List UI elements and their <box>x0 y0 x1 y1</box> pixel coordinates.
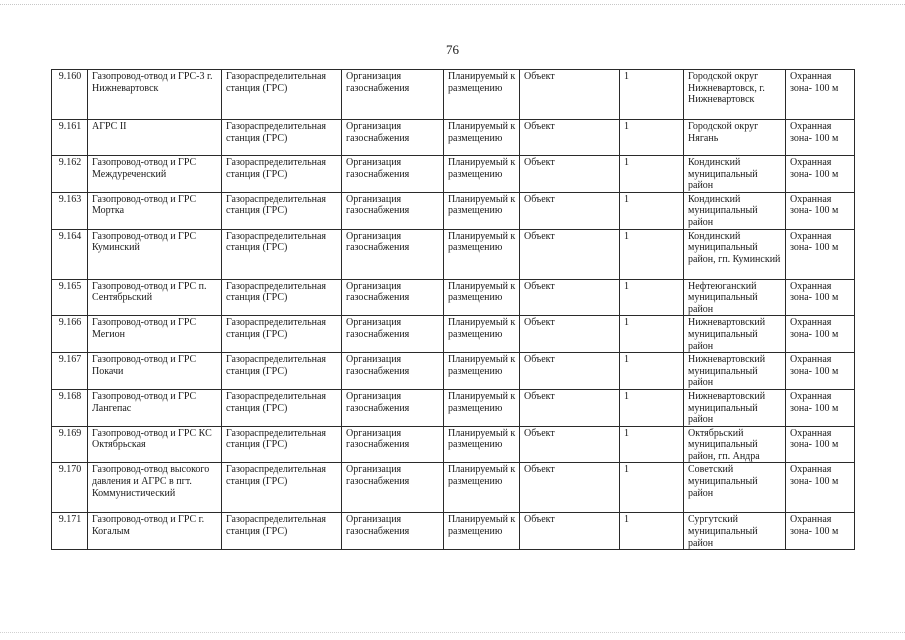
cell-protection-zone: Охранная зона- 100 м <box>786 513 855 550</box>
table-row <box>52 316 855 353</box>
cell-object-name: АГРС II <box>88 120 222 156</box>
cell-protection-zone: Охранная зона- 100 м <box>786 279 855 316</box>
cell-number: 9.163 <box>52 192 88 229</box>
cell-number: 9.168 <box>52 389 88 426</box>
cell-kind: Объект <box>520 463 620 513</box>
cell-organization: Организация газоснабжения <box>342 70 444 120</box>
cell-number: 9.160 <box>52 70 88 120</box>
cell-protection-zone: Охранная зона- 100 м <box>786 389 855 426</box>
cell-protection-zone: Охранная зона- 100 м <box>786 353 855 390</box>
cell-organization: Организация газоснабжения <box>342 513 444 550</box>
cell-number: 9.167 <box>52 353 88 390</box>
cell-number: 9.165 <box>52 279 88 316</box>
cell-count: 1 <box>620 463 684 513</box>
cell-count: 1 <box>620 426 684 463</box>
table-row <box>52 279 855 316</box>
cell-location: Нефтеюганский муниципальный район <box>684 279 786 316</box>
table-body <box>52 70 855 550</box>
cell-organization: Организация газоснабжения <box>342 229 444 279</box>
cell-location: Октябрьский муниципальный район, гп. Андра <box>684 426 786 463</box>
cell-object-name: Газопровод-отвод и ГРС Мортка <box>88 192 222 229</box>
cell-object-name: Газопровод-отвод и ГРС Междуреченский <box>88 156 222 193</box>
cell-status: Планируемый к размещению <box>444 316 520 353</box>
cell-object-type: Газораспределительная станция (ГРС) <box>222 353 342 390</box>
cell-location: Сургутский муниципальный район <box>684 513 786 550</box>
registry-table <box>51 69 855 550</box>
cell-number: 9.164 <box>52 229 88 279</box>
cell-protection-zone: Охранная зона- 100 м <box>786 120 855 156</box>
cell-status: Планируемый к размещению <box>444 156 520 193</box>
cell-object-type: Газораспределительная станция (ГРС) <box>222 316 342 353</box>
cell-kind: Объект <box>520 353 620 390</box>
cell-count: 1 <box>620 316 684 353</box>
cell-status: Планируемый к размещению <box>444 513 520 550</box>
table-row <box>52 70 855 120</box>
cell-location: Нижневартовский муниципальный район <box>684 389 786 426</box>
cell-protection-zone: Охранная зона- 100 м <box>786 316 855 353</box>
table-row <box>52 192 855 229</box>
cell-location: Кондинский муниципальный район, гп. Куминский <box>684 229 786 279</box>
scan-edge-top <box>0 4 905 6</box>
cell-location: Нижневартовский муниципальный район <box>684 316 786 353</box>
cell-status: Планируемый к размещению <box>444 229 520 279</box>
cell-location: Советский муниципальный район <box>684 463 786 513</box>
cell-count: 1 <box>620 156 684 193</box>
cell-number: 9.161 <box>52 120 88 156</box>
cell-kind: Объект <box>520 229 620 279</box>
table-row <box>52 120 855 156</box>
cell-location: Кондинский муниципальный район <box>684 156 786 193</box>
cell-count: 1 <box>620 70 684 120</box>
cell-number: 9.170 <box>52 463 88 513</box>
cell-protection-zone: Охранная зона- 100 м <box>786 426 855 463</box>
cell-status: Планируемый к размещению <box>444 463 520 513</box>
scan-edge-bottom <box>0 632 905 634</box>
cell-object-name: Газопровод-отвод и ГРС п. Сентябрьский <box>88 279 222 316</box>
cell-object-type: Газораспределительная станция (ГРС) <box>222 279 342 316</box>
cell-object-type: Газораспределительная станция (ГРС) <box>222 513 342 550</box>
cell-protection-zone: Охранная зона- 100 м <box>786 70 855 120</box>
cell-kind: Объект <box>520 513 620 550</box>
cell-organization: Организация газоснабжения <box>342 156 444 193</box>
cell-number: 9.166 <box>52 316 88 353</box>
cell-number: 9.171 <box>52 513 88 550</box>
cell-kind: Объект <box>520 389 620 426</box>
cell-object-name: Газопровод-отвод и ГРС КС Октябрьская <box>88 426 222 463</box>
cell-object-type: Газораспределительная станция (ГРС) <box>222 229 342 279</box>
cell-status: Планируемый к размещению <box>444 353 520 390</box>
cell-count: 1 <box>620 120 684 156</box>
cell-status: Планируемый к размещению <box>444 426 520 463</box>
cell-kind: Объект <box>520 156 620 193</box>
cell-protection-zone: Охранная зона- 100 м <box>786 156 855 193</box>
cell-count: 1 <box>620 279 684 316</box>
cell-organization: Организация газоснабжения <box>342 316 444 353</box>
cell-status: Планируемый к размещению <box>444 120 520 156</box>
cell-object-name: Газопровод-отвод и ГРС Куминский <box>88 229 222 279</box>
cell-object-type: Газораспределительная станция (ГРС) <box>222 426 342 463</box>
cell-object-type: Газораспределительная станция (ГРС) <box>222 192 342 229</box>
cell-count: 1 <box>620 192 684 229</box>
cell-count: 1 <box>620 389 684 426</box>
cell-object-name: Газопровод-отвод и ГРС Мегион <box>88 316 222 353</box>
table-row <box>52 389 855 426</box>
cell-organization: Организация газоснабжения <box>342 192 444 229</box>
cell-object-name: Газопровод-отвод и ГРС г. Когалым <box>88 513 222 550</box>
page-number: 76 <box>446 42 459 57</box>
table-row <box>52 156 855 193</box>
cell-object-type: Газораспределительная станция (ГРС) <box>222 70 342 120</box>
cell-object-name: Газопровод-отвод и ГРС Лангепас <box>88 389 222 426</box>
cell-location: Нижневартовский муниципальный район <box>684 353 786 390</box>
cell-object-type: Газораспределительная станция (ГРС) <box>222 120 342 156</box>
cell-status: Планируемый к размещению <box>444 389 520 426</box>
cell-organization: Организация газоснабжения <box>342 389 444 426</box>
cell-location: Городской округ Нижневартовск, г. Нижневартовск <box>684 70 786 120</box>
cell-number: 9.162 <box>52 156 88 193</box>
table-row <box>52 426 855 463</box>
cell-object-type: Газораспределительная станция (ГРС) <box>222 156 342 193</box>
table-row <box>52 229 855 279</box>
cell-status: Планируемый к размещению <box>444 279 520 316</box>
cell-object-type: Газораспределительная станция (ГРС) <box>222 463 342 513</box>
cell-protection-zone: Охранная зона- 100 м <box>786 192 855 229</box>
cell-protection-zone: Охранная зона- 100 м <box>786 463 855 513</box>
cell-status: Планируемый к размещению <box>444 192 520 229</box>
cell-status: Планируемый к размещению <box>444 70 520 120</box>
cell-organization: Организация газоснабжения <box>342 120 444 156</box>
cell-count: 1 <box>620 229 684 279</box>
cell-object-name: Газопровод-отвод высокого давления и АГРС в пгт. Коммунистический <box>88 463 222 513</box>
cell-kind: Объект <box>520 279 620 316</box>
cell-kind: Объект <box>520 120 620 156</box>
cell-kind: Объект <box>520 316 620 353</box>
cell-organization: Организация газоснабжения <box>342 279 444 316</box>
table-row <box>52 513 855 550</box>
cell-location: Городской округ Нягань <box>684 120 786 156</box>
cell-count: 1 <box>620 513 684 550</box>
cell-count: 1 <box>620 353 684 390</box>
table-row <box>52 463 855 513</box>
table-row <box>52 353 855 390</box>
cell-object-type: Газораспределительная станция (ГРС) <box>222 389 342 426</box>
cell-object-name: Газопровод-отвод и ГРС-3 г. Нижневартовск <box>88 70 222 120</box>
cell-kind: Объект <box>520 192 620 229</box>
cell-kind: Объект <box>520 70 620 120</box>
cell-organization: Организация газоснабжения <box>342 463 444 513</box>
cell-organization: Организация газоснабжения <box>342 426 444 463</box>
cell-object-name: Газопровод-отвод и ГРС Покачи <box>88 353 222 390</box>
cell-protection-zone: Охранная зона- 100 м <box>786 229 855 279</box>
cell-kind: Объект <box>520 426 620 463</box>
cell-organization: Организация газоснабжения <box>342 353 444 390</box>
cell-number: 9.169 <box>52 426 88 463</box>
cell-location: Кондинский муниципальный район <box>684 192 786 229</box>
